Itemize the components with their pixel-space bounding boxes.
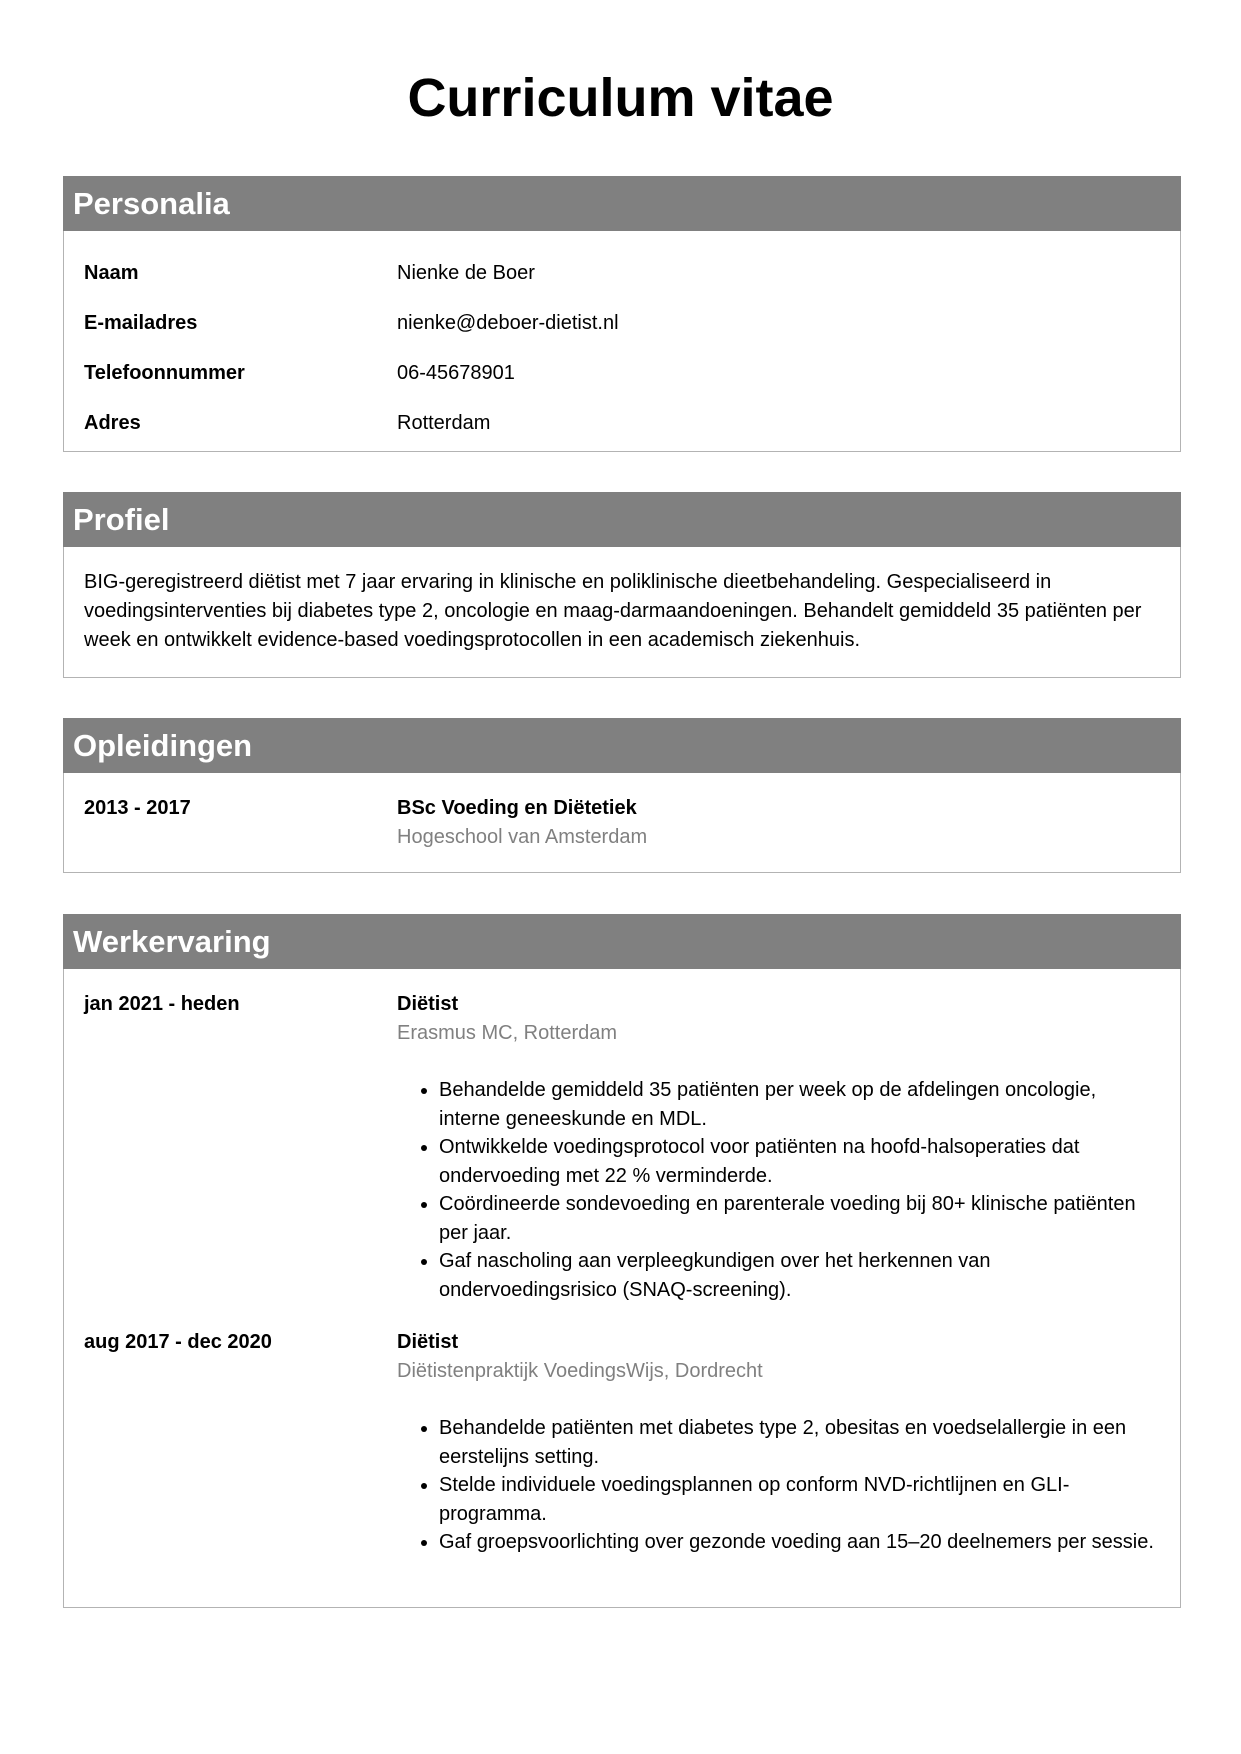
werkervaring-heading: Werkervaring — [63, 914, 1181, 969]
personalia-heading: Personalia — [63, 176, 1181, 231]
personalia-section — [63, 176, 1181, 452]
field-value: Rotterdam — [397, 411, 491, 434]
list-item: • Gaf nascholing aan verpleegkundigen over het herkennen van ondervoedingsrisico (SNAQ-screening). — [439, 1247, 1160, 1304]
opleidingen-heading: Opleidingen — [63, 718, 1181, 773]
work-organization: Diëtistenpraktijk VoedingsWijs, Dordrecht — [397, 1360, 763, 1382]
education-period: 2013 - 2017 — [84, 797, 191, 819]
education-entry — [84, 794, 1160, 852]
education-details — [397, 794, 1160, 852]
work-title: Diëtist — [397, 1331, 459, 1353]
list-item: • Stelde individuele voedingsplannen op conform NVD-richtlijnen en GLI-programma. — [439, 1471, 1160, 1528]
field-value: nienke@deboer-dietist.nl — [397, 311, 619, 334]
opleidingen-body — [64, 773, 1180, 872]
profiel-heading: Profiel — [63, 492, 1181, 547]
opleidingen-section — [63, 718, 1181, 873]
list-item: • Ontwikkelde voedingsprotocol voor patiënten na hoofd-halsoperaties dat ondervoeding met 22 % verminderde. — [439, 1133, 1160, 1190]
field-label: E-mailadres — [84, 311, 198, 334]
field-label: Adres — [84, 411, 141, 434]
field-label: Telefoonnummer — [84, 361, 245, 384]
work-entry — [84, 1328, 1160, 1557]
education-title: BSc Voeding en Diëtetiek — [397, 797, 637, 819]
page-title: Curriculum vitae — [407, 68, 834, 128]
field-value: 06-45678901 — [397, 361, 515, 384]
personalia-row-address — [84, 398, 1160, 448]
work-entry — [84, 990, 1160, 1304]
list-item: • Gaf groepsvoorlichting over gezonde voeding aan 15–20 deelnemers per sessie. — [439, 1528, 1160, 1557]
work-period: jan 2021 - heden — [84, 993, 240, 1015]
list-item: • Behandelde gemiddeld 35 patiënten per week op de afdelingen oncologie, interne geneeskunde en MDL. — [439, 1076, 1160, 1133]
personalia-row-phone — [84, 348, 1160, 398]
work-details — [397, 990, 1160, 1304]
field-label: Naam — [84, 261, 139, 284]
work-period: aug 2017 - dec 2020 — [84, 1331, 272, 1353]
work-bullets — [397, 1076, 1160, 1304]
personalia-row-email — [84, 298, 1160, 348]
work-organization: Erasmus MC, Rotterdam — [397, 1022, 618, 1044]
work-bullets — [397, 1414, 1160, 1557]
personalia-row-name — [84, 248, 1160, 298]
list-item: • Coördineerde sondevoeding en parenterale voeding bij 80+ klinische patiënten per jaar. — [439, 1190, 1160, 1247]
profiel-section — [63, 492, 1181, 678]
field-value: Nienke de Boer — [397, 261, 535, 284]
education-institution: Hogeschool van Amsterdam — [397, 826, 648, 848]
personalia-body — [64, 231, 1180, 468]
profile-summary: BIG-geregistreerd diëtist met 7 jaar ervaring in klinische en poliklinische dieetbehandeling. Gespecialiseerd in voedingsinterventies bij diabetes type 2, oncologie en maag-darmaandoeningen. Behandelt gemiddeld 35 patiënten per week en ontwikkelt evidence-based voedingsprotocollen in een academisch ziekenhuis. — [84, 571, 1142, 651]
list-item: • Behandelde patiënten met diabetes type 2, obesitas en voedselallergie in een eerstelijns setting. — [439, 1414, 1160, 1471]
work-title: Diëtist — [397, 993, 459, 1015]
profiel-body — [64, 547, 1180, 675]
werkervaring-section — [63, 914, 1181, 1608]
werkervaring-body — [64, 969, 1180, 1577]
work-details — [397, 1328, 1160, 1557]
